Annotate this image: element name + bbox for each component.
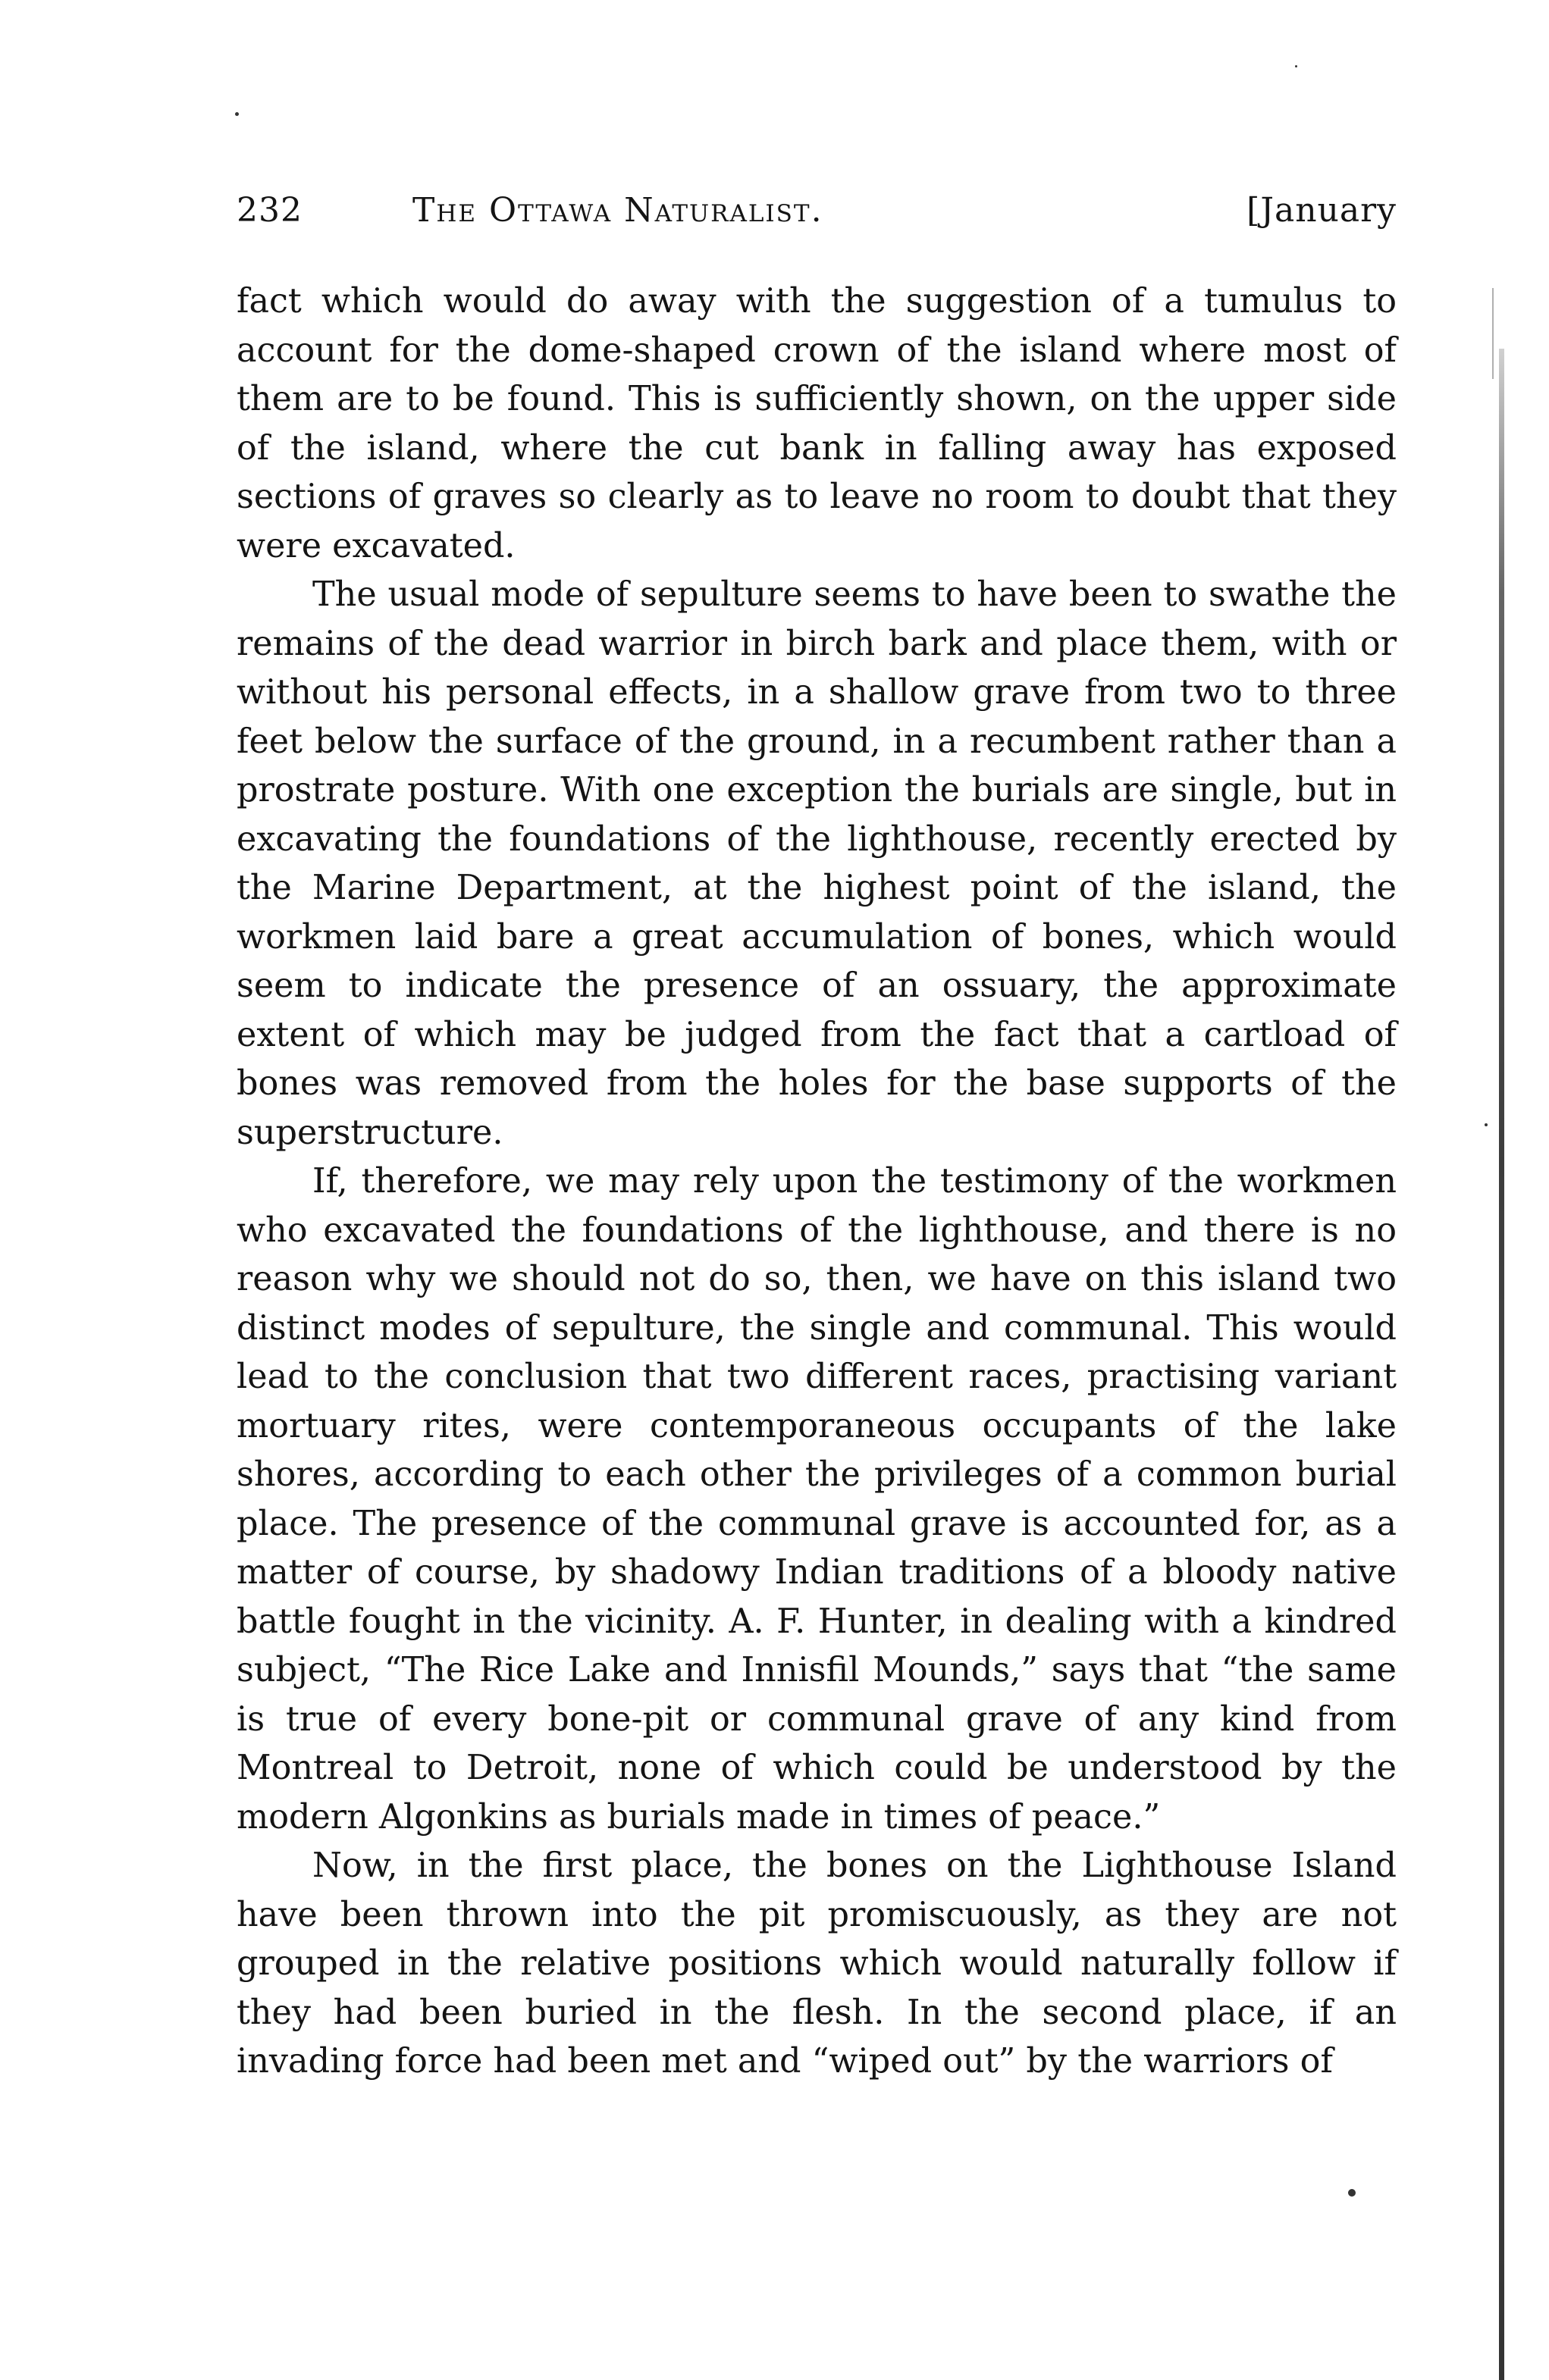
header-date: [January (1246, 191, 1397, 230)
print-speck (1485, 1123, 1488, 1126)
scan-binding-edge (1499, 349, 1504, 2380)
print-speck (1295, 65, 1297, 67)
paragraph-2: The usual mode of sepulture seems to have been to swathe the remains of the dead warrior in birch bark and place them, with or without his personal effects, in a shallow grave from two to three feet below the surface of the ground, in a recumbent rather than a prostrate posture. With one exception the burials are single, but in excavating the foundations of the lighthouse, recently erected by the Marine Department, at the highest point of the island, the workmen laid bare a great accumulation of bones, which would seem to indicate the presence of an ossuary, the approximate extent of which may be judged from the fact that a cartload of bones was removed from the holes for the base supports of the superstructure. (237, 575, 1397, 1152)
body-text (237, 277, 1397, 2087)
page-number: 232 (237, 191, 303, 230)
print-speck (1348, 2189, 1356, 2197)
paragraph-1: fact which would do away with the suggestion of a tumulus to account for the dome-shaped crown of the island where most of them are to be found. This is sufficiently shown, on the upper side of the island, where the cut bank in falling away has exposed sections of graves so clearly as to leave no room to doubt that they were excavated. (237, 282, 1397, 565)
scan-edge-line (1492, 288, 1494, 379)
running-title: The Ottawa Naturalist. (412, 191, 823, 230)
print-speck (235, 112, 239, 116)
paragraph-4: Now, in the first place, the bones on the Lighthouse Island have been thrown into the pit promiscuously, as they are not grouped in the relative positions which would naturally follow if they had been buried in the flesh. In the second place, if an invading force had been met and “wiped out” by the warriors of (237, 1846, 1397, 2081)
running-header (237, 191, 1397, 241)
paragraph-3: If, therefore, we may rely upon the testimony of the workmen who excavated the foundations of the lighthouse, and there is no reason why we should not do so, then, we have on this island two distinct modes of sepulture, the single and communal. This would lead to the conclusion that two different races, practising variant mortuary rites, were contemporaneous occupants of the lake shores, according to each other the privileges of a common burial place. The presence of the communal grave is accounted for, as a matter of course, by shadowy Indian traditions of a bloody native battle fought in the vicinity. A. F. Hunter, in dealing with a kindred subject, “The Rice Lake and Innisfil Mounds,” says that “the same is true of every bone-pit or communal grave of any kind from Montreal to Detroit, none of which could be understood by the modern Algonkins as burials made in times of peace.” (237, 1162, 1397, 1837)
